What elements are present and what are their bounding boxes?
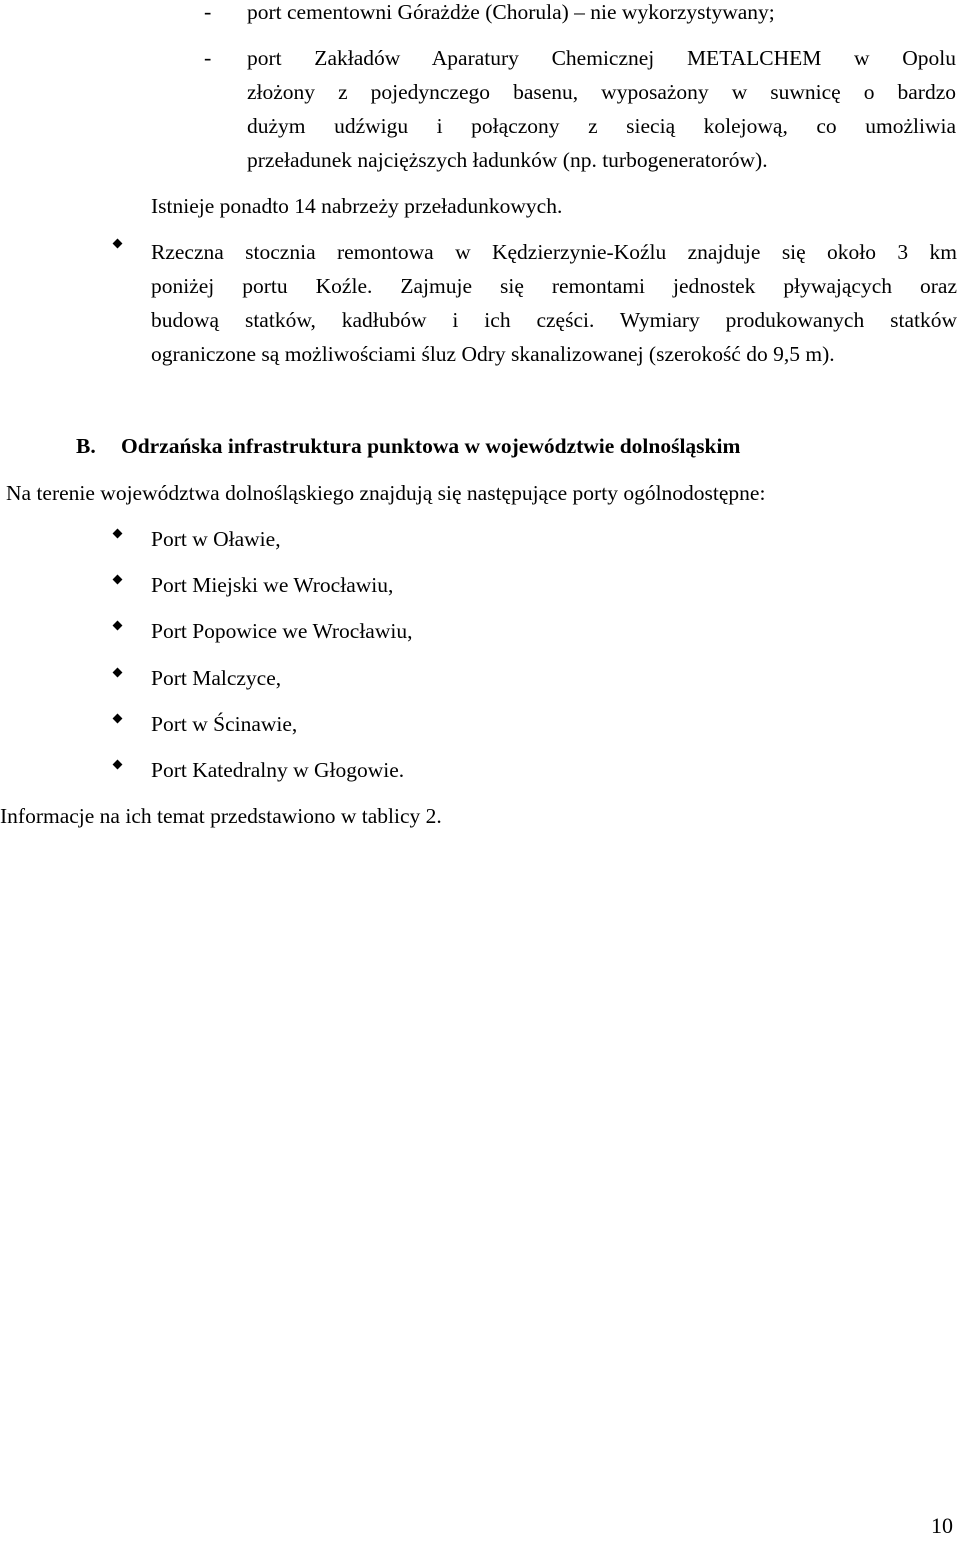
list-item: Port Malczyce,: [151, 666, 282, 690]
stocznia-line: Rzeczna stocznia remontowa w Kędzierzynie-Koźlu znajduje się około 3 km: [151, 240, 957, 264]
list-item: Port Popowice we Wrocławiu,: [151, 619, 413, 643]
intro-text: Na terenie województwa dolnośląskiego znajdują się następujące porty ogólnodostępne:: [6, 481, 766, 505]
section-letter: B.: [76, 434, 96, 458]
section-title: Odrzańska infrastruktura punktowa w województwie dolnośląskim: [121, 434, 741, 458]
diamond-bullet-icon: [113, 621, 123, 631]
diamond-bullet-icon: [113, 529, 123, 539]
stocznia-line: poniżej portu Koźle. Zajmuje się remontami jednostek pływających oraz: [151, 274, 957, 298]
dash-marker: -: [204, 0, 212, 24]
nabrzeza-text: Istnieje ponadto 14 nabrzeży przeładunkowych.: [151, 194, 563, 218]
list-item: Port w Oławie,: [151, 527, 281, 551]
stocznia-line: ograniczone są możliwościami śluz Odry skanalizowanej (szerokość do 9,5 m).: [151, 342, 835, 366]
closing-text: Informacje na ich temat przedstawiono w tablicy 2.: [0, 804, 442, 828]
list-item: Port Miejski we Wrocławiu,: [151, 573, 394, 597]
diamond-bullet-icon: [113, 760, 123, 770]
diamond-bullet-icon: [113, 714, 123, 724]
dash-item-line: dużym udźwigu i połączony z siecią kolejową, co umożliwia: [247, 114, 956, 138]
page-number: 10: [931, 1513, 953, 1538]
list-item: Port w Ścinawie,: [151, 712, 298, 736]
dash-item-line: przeładunek najcięższych ładunków (np. turbogeneratorów).: [247, 148, 768, 172]
diamond-bullet-icon: [113, 575, 123, 585]
diamond-bullet-icon: [113, 668, 123, 678]
stocznia-line: budową statków, kadłubów i ich części. Wymiary produkowanych statków: [151, 308, 957, 332]
dash-item-line: port cementowni Górażdże (Chorula) – nie wykorzystywany;: [247, 0, 775, 24]
diamond-bullet-icon: [113, 239, 123, 249]
list-item: Port Katedralny w Głogowie.: [151, 758, 405, 782]
dash-item-line: port Zakładów Aparatury Chemicznej METALCHEM w Opolu: [247, 46, 956, 70]
dash-item-line: złożony z pojedynczego basenu, wyposażony w suwnicę o bardzo: [247, 80, 956, 104]
dash-marker: -: [204, 45, 212, 70]
